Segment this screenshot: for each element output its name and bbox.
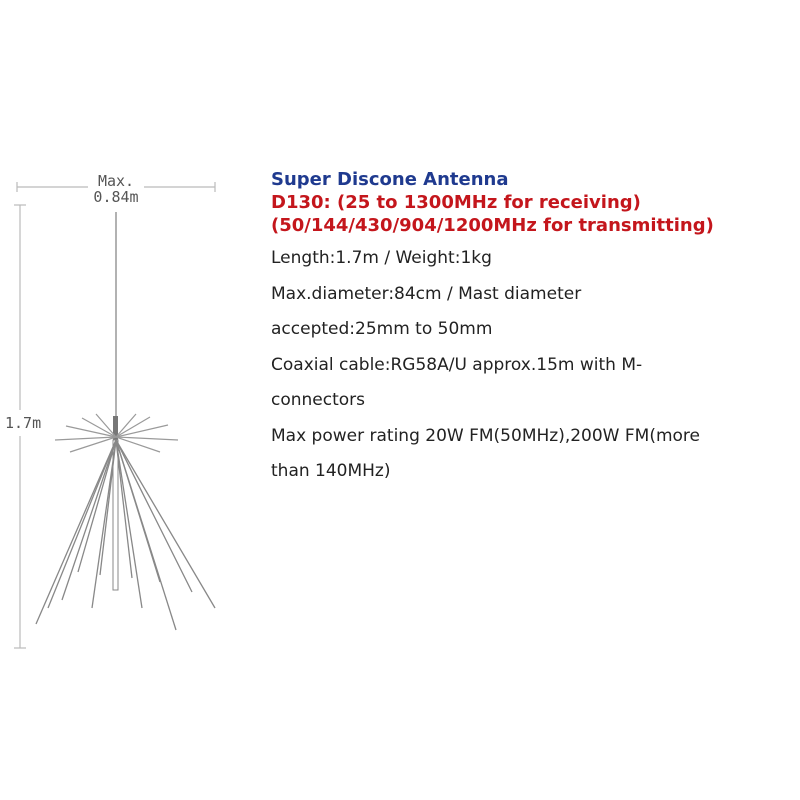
- spec-line: connectors: [271, 390, 366, 410]
- height-label: 1.7m: [5, 414, 42, 432]
- spec-line: Coaxial cable:RG58A/U approx.15m with M-: [271, 354, 643, 375]
- spec-line: accepted:25mm to 50mm: [271, 319, 493, 339]
- cone-elements: [36, 440, 215, 630]
- product-title: Super Discone Antenna: [271, 169, 509, 190]
- spec-line: Max.diameter:84cm / Mast diameter: [271, 283, 582, 304]
- spec-line: than 140MHz): [271, 461, 391, 481]
- antenna-diagram: [0, 0, 260, 700]
- spec-list: [271, 241, 796, 490]
- model-transmit-line: (50/144/430/904/1200MHz for transmitting): [271, 215, 714, 236]
- spec-line: Length:1.7m / Weight:1kg: [271, 248, 492, 268]
- product-spec-block: [271, 168, 796, 490]
- max-label: Max.: [97, 172, 135, 190]
- model-receive-line: D130: (25 to 1300MHz for receiving): [271, 192, 641, 213]
- spec-line: Max power rating 20W FM(50MHz),200W FM(more: [271, 425, 701, 446]
- width-label: 0.84m: [93, 188, 139, 206]
